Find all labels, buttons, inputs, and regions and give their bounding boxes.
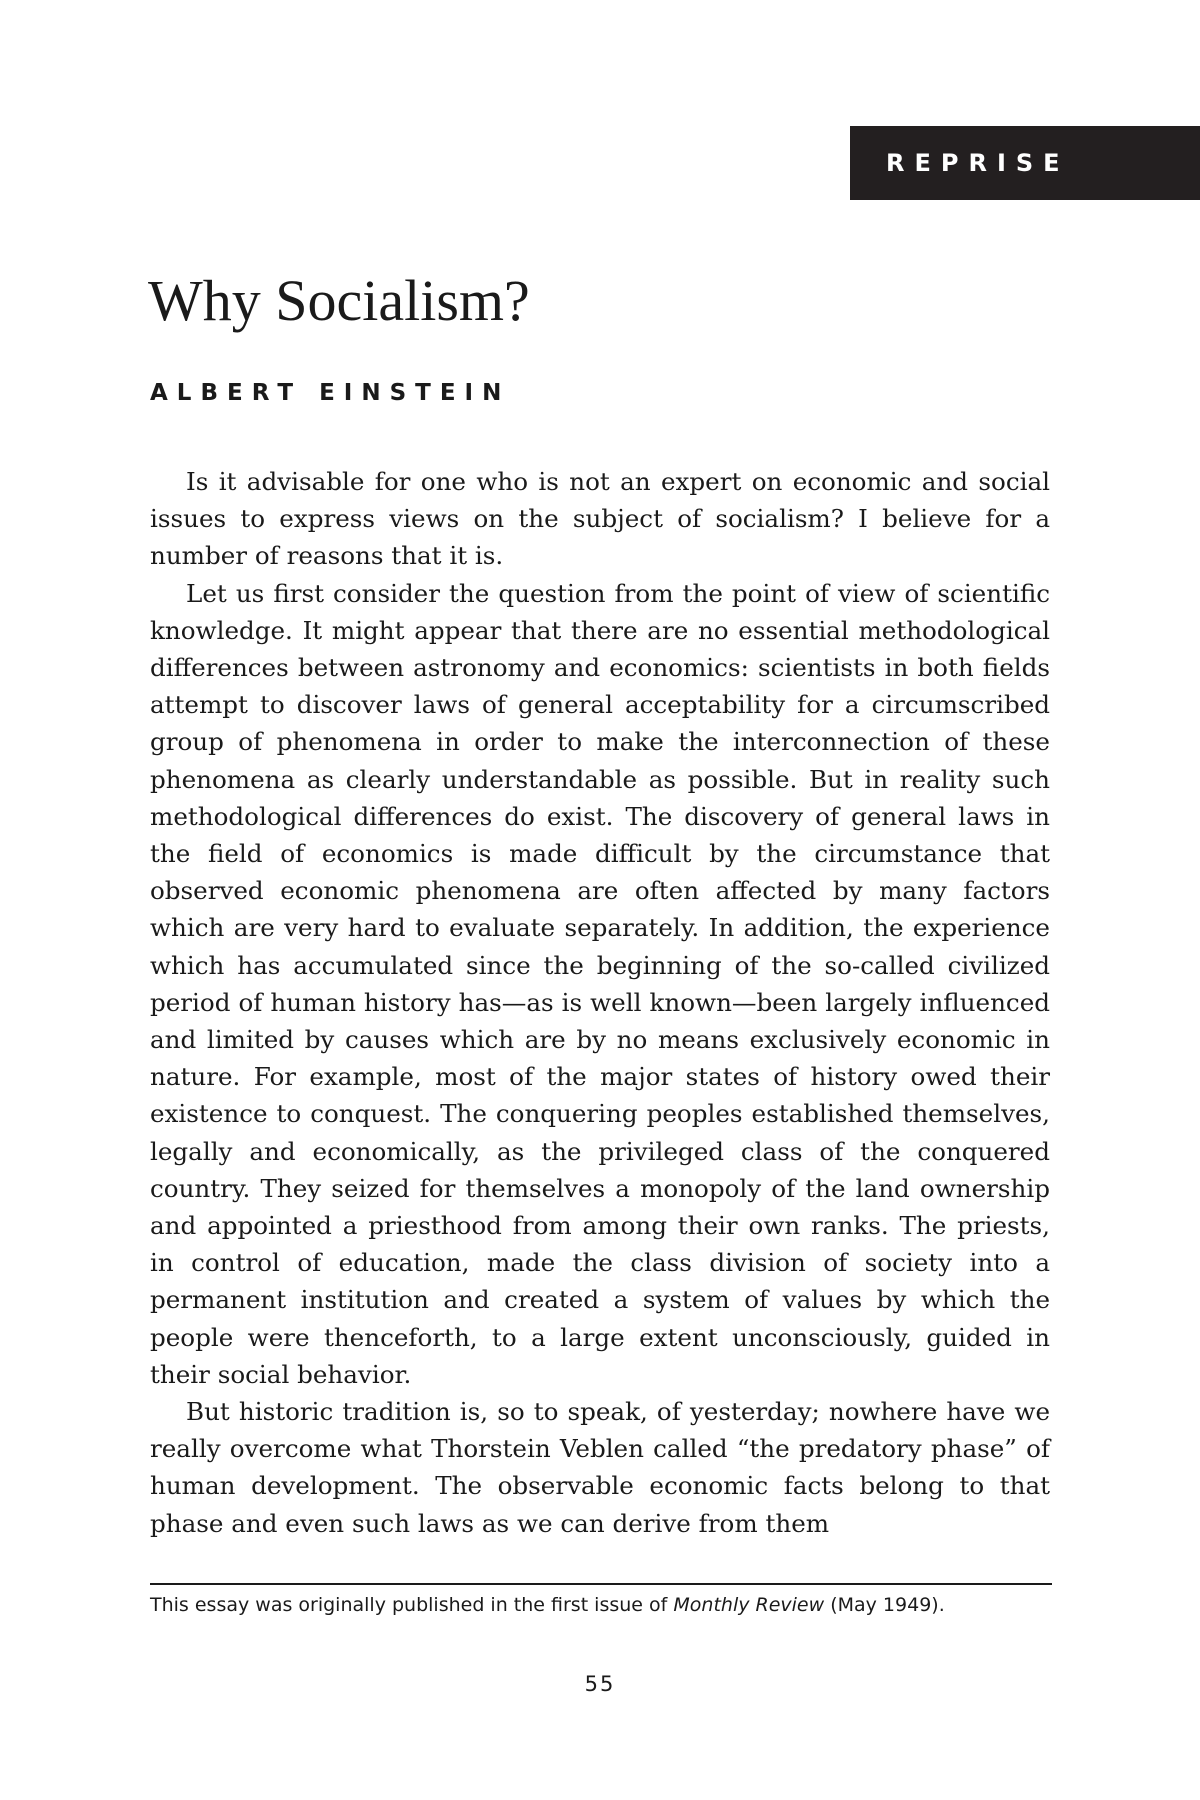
footnote-text-after: (May 1949).: [824, 1594, 945, 1616]
author-name: ALBERT EINSTEIN: [150, 380, 511, 406]
article-body: [150, 463, 1050, 1542]
footnote-text-before: This essay was originally published in the first issue of: [150, 1594, 674, 1616]
section-label-tab: REPRISE: [850, 126, 1200, 200]
footnote: [150, 1591, 1050, 1619]
footnote-rule: [150, 1583, 1052, 1585]
footnote-publication-title: Monthly Review: [673, 1594, 825, 1616]
paragraph-2: Let us first consider the question from the point of view of scientific knowledge. It might appear that there are no essential methodological differences between astronomy and economics: scientists in both fields attempt to discover laws of general acceptability for a circumscribed group of phenomena in order to make the interconnection of these phenomena as clearly understandable as possible. But in reality such methodological differences do exist. The discovery of general laws in the field of economics is made difficult by the circumstance that observed economic phenomena are often affected by many factors which are very hard to evaluate separately. In addition, the experience which has accumulated since the beginning of the so-called civilized period of human history has—as is well known—been largely influenced and limited by causes which are by no means exclusively economic in nature. For example, most of the major states of history owed their existence to conquest. The conquering peoples established themselves, legally and economically, as the privileged class of the conquered country. They seized for themselves a monopoly of the land ownership and appointed a priesthood from among their own ranks. The priests, in control of education, made the class division of society into a permanent institution and created a system of values by which the people were thenceforth, to a large extent unconsciously, guided in their social behavior.: [150, 578, 1050, 1389]
paragraph-1: Is it advisable for one who is not an expert on economic and social issues to express views on the subject of socialism? I believe for a number of reasons that it is.: [150, 467, 1050, 571]
page-number: 55: [584, 1672, 616, 1696]
paragraph-3: But historic tradition is, so to speak, of yesterday; nowhere have we really overcome what Thorstein Veblen called “the predatory phase” of human development. The observable economic facts belong to that phase and even such laws as we can derive from them: [150, 1397, 1050, 1538]
article-title: Why Socialism?: [148, 268, 530, 333]
